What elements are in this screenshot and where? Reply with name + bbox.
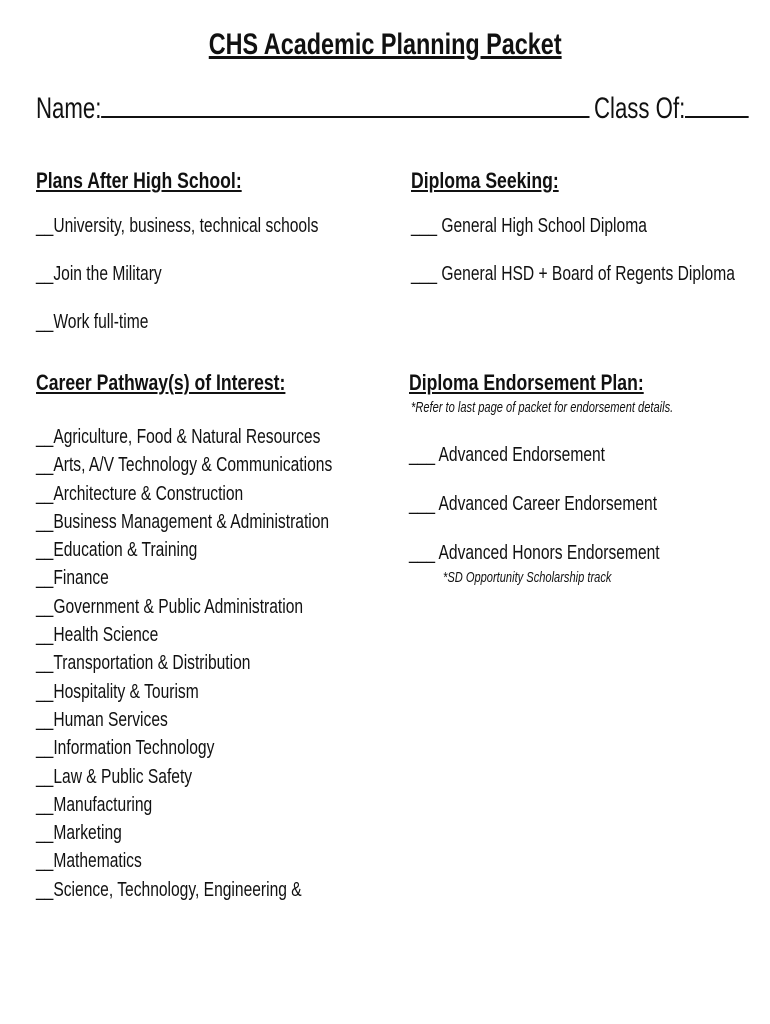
class-of-label: Class Of: xyxy=(594,92,686,125)
list-item xyxy=(36,483,416,511)
list-item xyxy=(36,822,416,850)
pathway-label: __Law & Public Safety xyxy=(36,765,193,788)
pathway-label: __Education & Training xyxy=(36,539,198,562)
plan-option-work: __Work full-time xyxy=(36,311,149,333)
list-item xyxy=(36,652,416,680)
list-item xyxy=(36,850,416,878)
diploma-option-regents: ___ General HSD + Board of Regents Diploma xyxy=(411,263,735,285)
pathway-label: __Hospitality & Tourism xyxy=(36,680,199,703)
pathway-label: __Architecture & Construction xyxy=(36,482,244,505)
list-item xyxy=(36,454,416,482)
pathway-label: __Mathematics xyxy=(36,850,142,873)
pathway-label: __Business Management & Administration xyxy=(36,510,330,533)
endorsement-option-honors: ___ Advanced Honors Endorsement xyxy=(409,542,660,564)
honors-scholarship-note: *SD Opportunity Scholarship track xyxy=(443,569,612,586)
pathway-label: __Transportation & Distribution xyxy=(36,652,251,675)
list-item xyxy=(36,596,416,624)
endorsement-option-career: ___ Advanced Career Endorsement xyxy=(409,493,658,515)
pathway-label: __Government & Public Administration xyxy=(36,595,304,618)
career-pathways-list xyxy=(36,426,416,907)
diploma-seeking-heading: Diploma Seeking: xyxy=(411,168,559,193)
name-row xyxy=(36,92,590,126)
list-item xyxy=(36,794,416,822)
name-label: Name: xyxy=(36,92,102,125)
plans-after-high-school-heading: Plans After High School: xyxy=(36,168,242,193)
plan-option-military: __Join the Military xyxy=(36,263,162,285)
list-item xyxy=(36,737,416,765)
endorsement-option-advanced: ___ Advanced Endorsement xyxy=(409,444,606,466)
plan-option-university: __University, business, technical schools xyxy=(36,215,319,237)
class-of-blank-line[interactable] xyxy=(685,115,749,118)
pathway-label: __Human Services xyxy=(36,708,168,731)
list-item xyxy=(36,511,416,539)
pathway-label: __Agriculture, Food & Natural Resources xyxy=(36,426,321,448)
list-item xyxy=(36,567,416,595)
career-pathways-heading: Career Pathway(s) of Interest: xyxy=(36,370,286,395)
pathway-label: __Information Technology xyxy=(36,737,215,760)
name-blank-line[interactable] xyxy=(101,115,589,118)
document-title-wrapper xyxy=(0,28,770,62)
endorsement-note: *Refer to last page of packet for endorsement details. xyxy=(411,399,674,416)
pathway-label: __Marketing xyxy=(36,822,122,845)
list-item xyxy=(36,681,416,709)
list-item xyxy=(36,709,416,737)
pathway-label: __Finance xyxy=(36,567,109,590)
list-item xyxy=(36,879,416,907)
class-of-row xyxy=(594,92,749,126)
pathway-label: __Health Science xyxy=(36,624,159,647)
list-item xyxy=(36,624,416,652)
pathway-label: __Arts, A/V Technology & Communications xyxy=(36,454,333,477)
pathway-label: __Manufacturing xyxy=(36,793,153,816)
diploma-option-general: ___ General High School Diploma xyxy=(411,215,647,237)
diploma-endorsement-heading: Diploma Endorsement Plan: xyxy=(409,370,644,395)
pathway-label: __Science, Technology, Engineering & xyxy=(36,878,302,901)
list-item xyxy=(36,539,416,567)
document-title: CHS Academic Planning Packet xyxy=(208,28,562,61)
list-item xyxy=(36,426,416,454)
list-item xyxy=(36,766,416,794)
